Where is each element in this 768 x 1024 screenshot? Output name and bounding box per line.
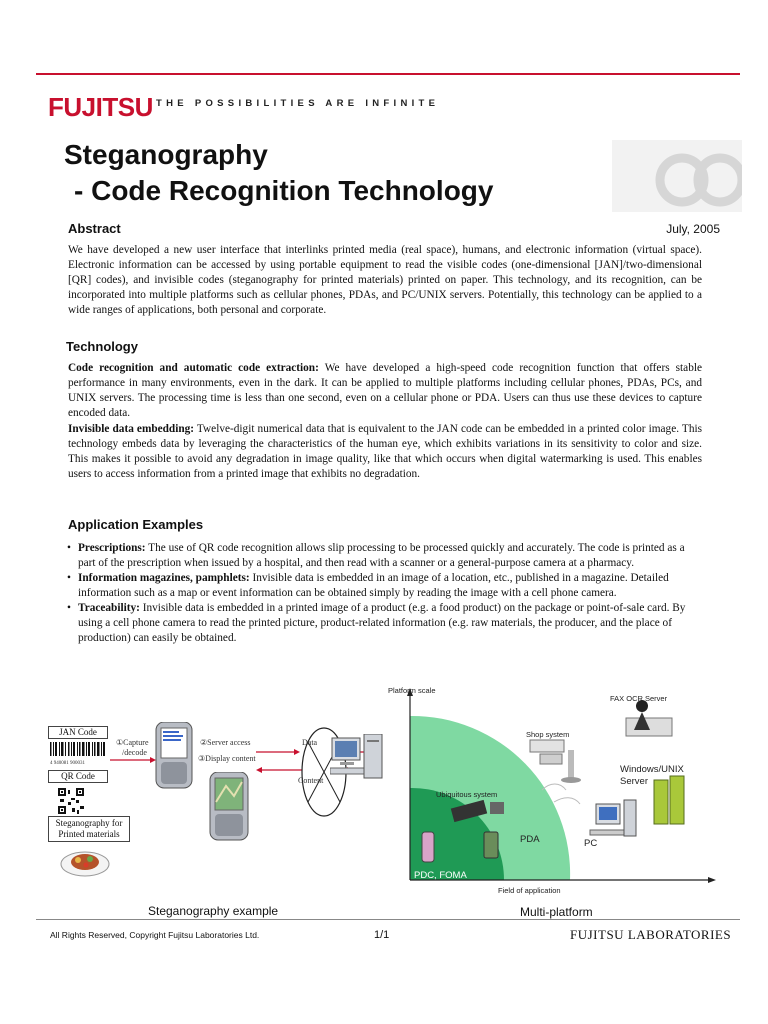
infinity-decoration xyxy=(612,140,742,212)
item-text: Invisible data is embedded in an image of a location, etc., published in a magazine. Detailed information such as a map or event information can be obtained simply by reading the image with a cell phone camera. xyxy=(78,572,669,599)
technology-paragraph-2 xyxy=(68,422,702,482)
item-text: The use of QR code recognition allows slip processing to be processed quickly and accurately. The code is printed as a part of the prescription when issued by a hospital, and then read with a scanner or a general-purpose camera at a pharmacy. xyxy=(78,542,685,569)
technology-paragraph-1 xyxy=(68,361,702,421)
steganography-diagram xyxy=(44,722,384,912)
stego-line-1: Steganography for xyxy=(55,818,123,828)
fujitsu-logo: FUJITSU xyxy=(48,92,153,122)
page-number: 1/1 xyxy=(374,929,390,941)
tagline: THE POSSIBILITIES ARE INFINITE xyxy=(156,98,440,109)
abstract-heading: Abstract xyxy=(68,221,121,236)
decode-label: /decode xyxy=(122,748,147,757)
server-access-label: ②Server access xyxy=(200,738,251,747)
page-title xyxy=(64,137,493,209)
platform-chart xyxy=(380,680,720,902)
fax-ocr-label: FAX OCR Server xyxy=(610,694,668,703)
content-label: Content xyxy=(298,776,324,785)
date: July, 2005 xyxy=(666,222,720,236)
shop-system-label: Shop system xyxy=(526,730,570,739)
tech-p2-lead: Invisible data embedding: xyxy=(68,423,195,435)
multi-platform-caption: Multi-platform xyxy=(520,905,593,919)
field-of-application-label: Field of application xyxy=(498,886,561,895)
tech-p1-text: We have developed a high-speed code recognition function that offers stable performance in many environments, even in the dark. It can be applied to multiple platforms including cellular phones, PDAs, PCs, and UNIX servers. The processing time is less than one second, even on a cellular phone or PDA. Users can thus use these devices to capture encoded data. xyxy=(68,362,702,419)
applications-list xyxy=(66,541,704,646)
top-rule xyxy=(36,73,740,75)
footer-org: FUJITSU LABORATORIES xyxy=(570,927,732,942)
list-item: • Prescriptions: The use of QR code recognition allows slip processing to be processed quickly and accurately. The code is printed as a part of the prescription when issued by a hospital, and then read with a scanner or a general-purpose camera at a pharmacy. xyxy=(67,542,685,569)
food-image-icon xyxy=(60,846,110,878)
pc-label: PC xyxy=(584,838,598,849)
server-label: Server xyxy=(620,776,648,787)
capture-label: ①Capture xyxy=(116,738,149,747)
phone-icon xyxy=(150,722,198,792)
item-lead: Information magazines, pamphlets: xyxy=(78,572,250,584)
windows-unix-label: Windows/UNIX xyxy=(620,764,684,775)
computer-icon xyxy=(330,734,386,784)
technology-heading: Technology xyxy=(66,339,138,354)
barcode-digits: 4 940081 900031 xyxy=(50,761,85,766)
pdc-foma-label: PDC, FOMA xyxy=(414,870,467,881)
qr-code-label: QR Code xyxy=(48,770,108,783)
barcode-icon xyxy=(50,742,106,760)
copyright: All Rights Reserved, Copyright Fujitsu Laboratories Ltd. xyxy=(50,930,260,940)
bottom-rule xyxy=(36,919,740,920)
data-label: Data xyxy=(302,738,318,747)
item-lead: Prescriptions: xyxy=(78,542,146,554)
stego-line-2: Printed materials xyxy=(58,829,120,839)
ubiquitous-label: Ubiquitous system xyxy=(436,790,498,799)
platform-scale-label: Platform scale xyxy=(388,686,436,695)
multi-platform-diagram xyxy=(380,680,720,902)
title-line-1: Steganography xyxy=(64,139,268,170)
list-item: • Traceability: Invisible data is embedded in a printed image of a product (e.g. a food product) on the package or point-of-sale card. By using a cell phone camera to read the printed picture, product-related information (e.g. raw materials, the producer, and the place of production) can easily be obtained. xyxy=(67,602,686,644)
qr-code-icon xyxy=(58,788,84,814)
tech-p2-text: Twelve-digit numerical data that is equivalent to the JAN code can be embedded in a printed color image. This technology embeds data by leveraging the characteristics of the human eye, which exhibits variations in its sensitivity to color and size. This makes it possible to avoid any degradation in image quality, like that which occurs when digital watermarking is used. This enables users to access information from a printed image that exhibits no degradation. xyxy=(68,423,702,480)
steganography-caption: Steganography example xyxy=(148,904,279,918)
tech-p1-lead: Code recognition and automatic code extraction: xyxy=(68,362,319,374)
phone-map-icon xyxy=(204,772,254,844)
abstract-text: We have developed a new user interface that interlinks printed media (real space), humans, and electronic information (virtual space). Electronic information can be accessed by using portable equipment to read the visible codes (one-dimensional [JAN]/two-dimensional [QR] codes), and invisible codes (steganography for printed materials) printed on paper. This technology, and its recognition, can be incorporated into multiple platforms such as cellular phones, PDAs, and PC/UNIX servers. Potentially, this technology can be applied to a wide ranges of applications, both personal and corporate. xyxy=(68,244,702,316)
display-content-label: ③Display content xyxy=(198,754,256,763)
item-lead: Traceability: xyxy=(78,602,140,614)
pda-label: PDA xyxy=(520,834,540,845)
item-text: Invisible data is embedded in a printed image of a product (e.g. a food product) on the package or point-of-sale card. By using a cell phone camera to read the printed picture, product-related information (e.g. raw materials, the producer, and the place of production) can easily be obtained. xyxy=(78,602,686,644)
list-item: • Information magazines, pamphlets: Invisible data is embedded in an image of a location, etc., published in a magazine. Detailed information such as a map or event information can be obtained simply by reading the image with a cell phone camera. xyxy=(67,572,669,599)
applications-heading: Application Examples xyxy=(68,517,204,532)
title-line-2: - Code Recognition Technology xyxy=(74,175,494,206)
jan-code-label: JAN Code xyxy=(48,726,108,739)
